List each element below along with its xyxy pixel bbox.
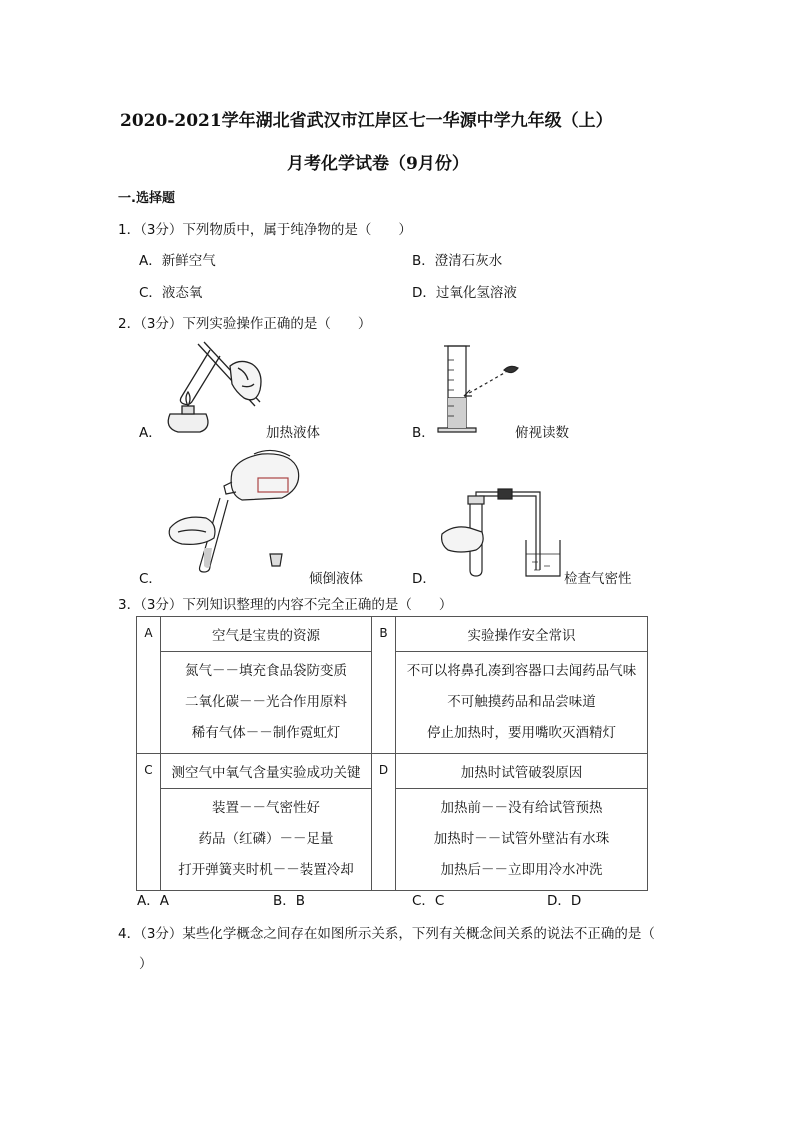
- table-line: 加热后－－立即用冷水冲洗: [440, 862, 603, 878]
- q2-option-d-caption: 检查气密性: [564, 571, 632, 587]
- cylinder-reading-figure: [428, 340, 528, 435]
- table-heading-d: 加热时试管破裂原因: [396, 754, 648, 789]
- table-body-c: [161, 789, 372, 891]
- table-line: 二氧化碳－－光合作用原料: [185, 694, 347, 710]
- table-cell-letter-c: C: [137, 754, 161, 891]
- table-body-b: [396, 652, 648, 754]
- q1-option-b[interactable]: B．澄清石灰水: [412, 253, 503, 269]
- table-cell-letter-a: A: [137, 617, 161, 754]
- airtightness-check-figure: [440, 480, 565, 580]
- table-line: 药品（红磷）－－足量: [198, 831, 334, 847]
- q2-option-a-caption: 加热液体: [266, 425, 320, 441]
- q2-option-b-letter[interactable]: B．: [412, 425, 435, 441]
- table-line: 稀有气体－－制作霓虹灯: [191, 725, 341, 741]
- q2-option-d-letter[interactable]: D．: [412, 571, 436, 587]
- q3-option-b[interactable]: B．B: [273, 893, 306, 909]
- heating-liquid-figure: [160, 338, 270, 438]
- table-cell-letter-d: D: [372, 754, 396, 891]
- page-title-line1: 2020-2021学年湖北省武汉市江岸区七一华源中学九年级（上）: [120, 111, 613, 131]
- table-body-d: [396, 789, 648, 891]
- page-title-line2: 月考化学试卷（9月份）: [287, 154, 469, 174]
- q3-option-d[interactable]: D．D: [547, 893, 582, 909]
- table-line: 不可以将鼻孔凑到容器口去闻药品气味: [406, 663, 637, 679]
- q1-option-d[interactable]: D．过氧化氢溶液: [412, 285, 517, 301]
- q1-option-a[interactable]: A．新鲜空气: [139, 253, 216, 269]
- knowledge-table: [136, 616, 648, 891]
- q2-stem: 2．（3分）下列实验操作正确的是（ ）: [118, 316, 372, 332]
- q2-option-c-caption: 倾倒液体: [309, 571, 363, 587]
- table-heading-b: 实验操作安全常识: [396, 617, 648, 652]
- table-line: 氮气－－填充食品袋防变质: [185, 663, 347, 679]
- table-line: 打开弹簧夹时机－－装置冷却: [178, 862, 354, 878]
- table-heading-a: 空气是宝贵的资源: [161, 617, 372, 652]
- q2-option-c-letter[interactable]: C．: [139, 571, 162, 587]
- q3-stem: 3．（3分）下列知识整理的内容不完全正确的是（ ）: [118, 597, 453, 613]
- table-line: 不可触摸药品和品尝味道: [447, 694, 596, 710]
- q1-option-c[interactable]: C．液态氧: [139, 285, 203, 301]
- table-cell-letter-b: B: [372, 617, 396, 754]
- section-heading: 一.选择题: [118, 191, 175, 206]
- q2-option-b-caption: 俯视读数: [515, 425, 569, 441]
- q2-option-a-letter[interactable]: A．: [139, 425, 162, 441]
- table-line: 装置－－气密性好: [212, 800, 320, 816]
- table-line: 加热时－－试管外壁沾有水珠: [433, 831, 610, 847]
- q3-option-c[interactable]: C．C: [412, 893, 445, 909]
- table-heading-c: 测空气中氧气含量实验成功关键: [161, 754, 372, 789]
- q4-stem-line1: 4．（3分）某些化学概念之间存在如图所示关系，下列有关概念间关系的说法不正确的是（: [118, 926, 655, 942]
- table-line: 停止加热时，要用嘴吹灭酒精灯: [427, 725, 616, 741]
- q1-stem: 1．（3分）下列物质中，属于纯净物的是（ ）: [118, 222, 412, 238]
- q3-option-a[interactable]: A．A: [137, 893, 169, 909]
- q4-stem-line2: ）: [139, 956, 153, 972]
- pouring-liquid-figure: [162, 448, 312, 576]
- table-line: 加热前－－没有给试管预热: [440, 800, 603, 816]
- table-body-a: [161, 652, 372, 754]
